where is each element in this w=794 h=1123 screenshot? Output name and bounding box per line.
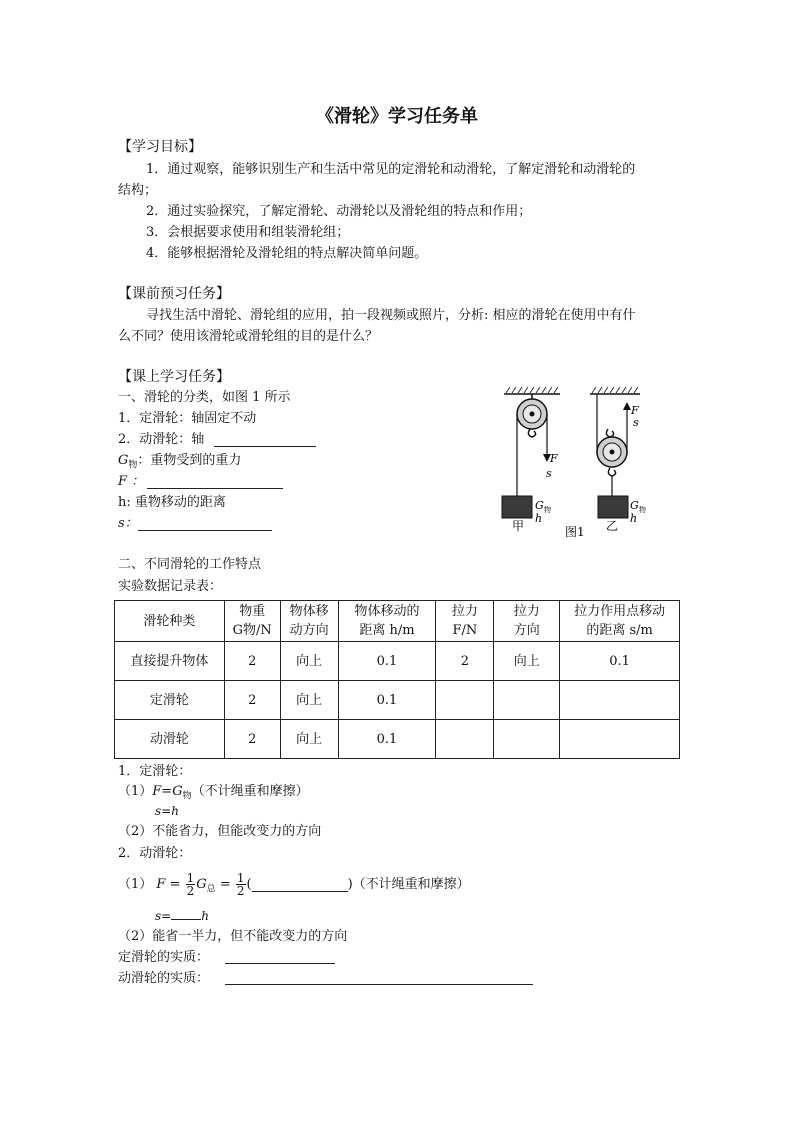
fixed-conclusion-s: s=h: [155, 804, 179, 818]
objectives-heading: 【学习目标】: [118, 139, 202, 155]
movable-axis-blank[interactable]: [214, 446, 316, 447]
fill-cell[interactable]: [560, 720, 680, 759]
fill-cell[interactable]: [494, 681, 560, 720]
movable-pulley-def: 2．动滑轮：轴: [118, 432, 205, 447]
movable-conclusion-2: （2）能省一半力，但不能改变力的方向: [118, 929, 348, 944]
classwork-heading: 【课上学习任务】: [118, 369, 230, 385]
preview-line-2: 么不同？使用该滑轮或滑轮组的目的是什么？: [118, 329, 379, 344]
objective-2: 2．通过实验探究，了解定滑轮、动滑轮以及滑轮组的特点和作用；: [146, 204, 532, 219]
fixed-essence-blank[interactable]: [225, 963, 335, 964]
svg-text:物: 物: [544, 506, 551, 514]
fig-label-yi: 乙: [606, 519, 619, 533]
experiment-table: [114, 600, 680, 759]
page-title: 《滑轮》学习任务单: [316, 106, 478, 127]
weight-left: [502, 496, 532, 518]
fill-cell[interactable]: [560, 681, 680, 720]
col-header-force-direction: 拉力 方向: [494, 601, 560, 642]
f-definition-blank[interactable]: [147, 488, 283, 489]
svg-text:物: 物: [639, 506, 646, 514]
fixed-pulley-def: 1．定滑轮：轴固定不动: [118, 411, 257, 426]
weight-right: [598, 496, 628, 518]
fig-h-left: h: [535, 512, 543, 525]
movable-essence-label: 动滑轮的实质：: [118, 971, 210, 986]
table-row: 直接提升物体 2 向上 0.1 2 向上 0.1: [115, 642, 680, 681]
table-row: 动滑轮 2 向上 0.1: [115, 720, 680, 759]
movable-formula-blank[interactable]: [252, 877, 348, 892]
col-header-force: 拉力 F/N: [436, 601, 494, 642]
fig-f-right: F: [631, 404, 639, 417]
pulley-figure: [490, 384, 690, 544]
fixed-conclusion-title: 1．定滑轮：: [118, 764, 192, 779]
fig-label-jia: 甲: [512, 519, 525, 533]
objective-3: 3．会根据要求使用和组装滑轮组；: [146, 225, 350, 240]
col-header-weight: 物重 G物/N: [224, 601, 280, 642]
fill-cell[interactable]: [436, 681, 494, 720]
col-header-distance: 物体移动的 距离 h/m: [338, 601, 436, 642]
col-header-direction: 物体移 动方向: [280, 601, 338, 642]
preview-heading: 【课前预习任务】: [118, 286, 230, 302]
fig-s-left: s: [546, 467, 552, 480]
g-definition: $G_物$：重物受到的重力: [118, 453, 242, 471]
h-definition: h: 重物移动的距离: [118, 495, 226, 510]
section-2-title: 二、不同滑轮的工作特点: [118, 557, 262, 572]
movable-conclusion-s: s= h: [155, 909, 209, 923]
fig-g-right: G: [630, 499, 639, 512]
s-label: s：: [118, 516, 138, 531]
fig-h-right: h: [630, 512, 638, 525]
fixed-conclusion-1: $(1)F=G_物$（不计绳重和摩擦）: [118, 784, 309, 802]
fill-cell[interactable]: [436, 720, 494, 759]
fig-s-right: s: [633, 416, 639, 429]
figure-caption: 图1: [565, 525, 585, 539]
objective-1-cont: 结构；: [118, 183, 158, 198]
table-row: 定滑轮 2 向上 0.1: [115, 681, 680, 720]
objective-4: 4．能够根据滑轮及滑轮组的特点解决简单问题。: [146, 246, 428, 261]
col-header-type: 滑轮种类: [115, 601, 225, 642]
objective-1: 1．通过观察，能够识别生产和生活中常见的定滑轮和动滑轮，了解定滑轮和动滑轮的: [146, 162, 636, 177]
preview-line-1: 寻找生活中滑轮、滑轮组的应用，拍一段视频或照片，分析: 相应的滑轮在使用中有什: [146, 308, 636, 323]
s-definition-blank[interactable]: [138, 530, 272, 531]
col-header-pull-distance: 拉力作用点移动 的距离 s/m: [560, 601, 680, 642]
movable-conclusion-title: 2．动滑轮：: [118, 846, 192, 861]
movable-essence-blank[interactable]: [225, 984, 533, 985]
table-title: 实验数据记录表：: [118, 579, 223, 594]
f-label: F ：: [118, 474, 145, 489]
movable-formula: （1） F = $\frac{1}{2}$ $G_总$ = $\frac{1}{2}$ ( )（不计绳重和摩擦）: [118, 871, 470, 898]
movable-s-blank[interactable]: [171, 909, 201, 920]
fig-f-left: F: [550, 452, 558, 465]
fig-g-left: G: [535, 499, 544, 512]
fill-cell[interactable]: [494, 720, 560, 759]
section-1-title: 一、滑轮的分类，如图 1 所示: [118, 390, 291, 405]
fixed-conclusion-2: （2）不能省力，但能改变力的方向: [118, 824, 322, 839]
fixed-essence-label: 定滑轮的实质：: [118, 950, 210, 965]
